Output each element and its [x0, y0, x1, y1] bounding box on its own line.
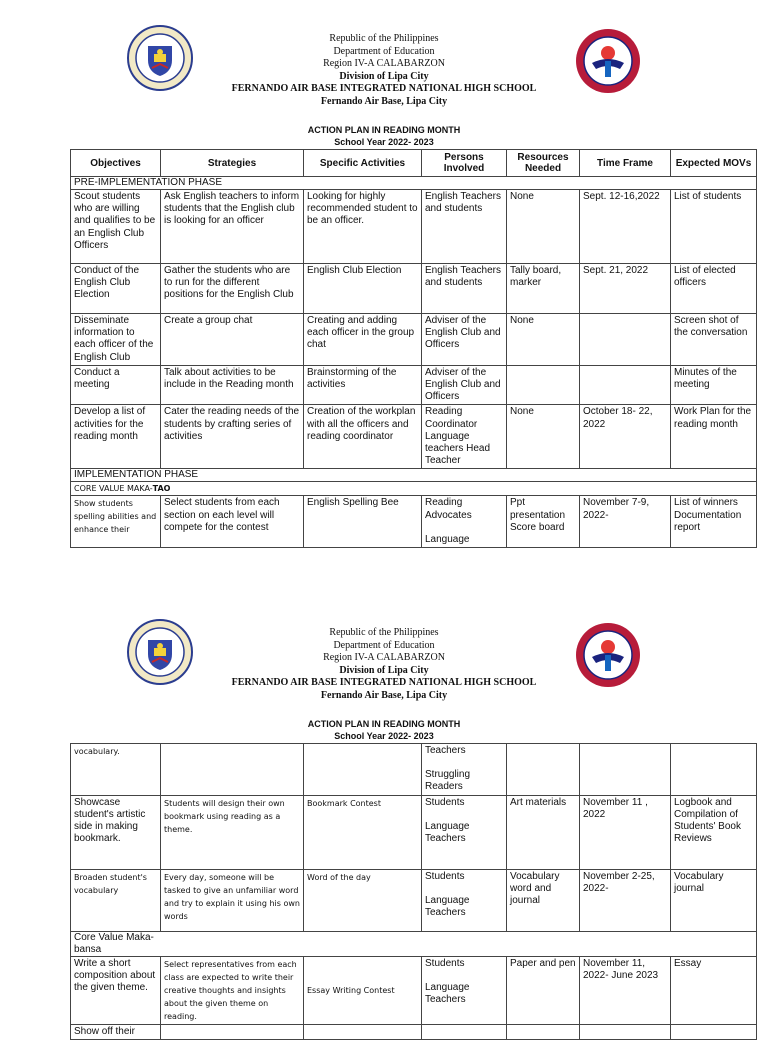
col-persons: Persons Involved	[422, 150, 507, 177]
cell-movs: Work Plan for the reading month	[671, 405, 757, 469]
core-value-maka-tao	[71, 482, 757, 496]
col-time-frame: Time Frame	[580, 150, 671, 177]
cell-resources: Paper and pen	[507, 957, 580, 1025]
cell-movs	[671, 1025, 757, 1040]
table-row	[71, 744, 757, 796]
cell-persons: Reading Coordinator Language teachers Head Teacher	[422, 405, 507, 469]
phase-implementation: IMPLEMENTATION PHASE	[71, 469, 757, 482]
cell-objective: Conduct a meeting	[71, 365, 161, 405]
cell-objective: Showcase student's artistic side in making bookmark.	[71, 795, 161, 869]
cell-time-frame: November 11 , 2022	[580, 795, 671, 869]
header-address: Fernando Air Base, Lipa City	[320, 689, 448, 701]
phase-row	[71, 177, 757, 190]
cell-movs: Vocabulary journal	[671, 869, 757, 931]
cell-resources: None	[507, 405, 580, 469]
cell-time-frame	[580, 1025, 671, 1040]
cell-activity: Looking for highly recommended student to be an officer.	[304, 190, 422, 264]
core-value-label: Core Value Maka-bansa	[74, 931, 154, 955]
page2-letterhead	[0, 627, 768, 702]
header-division: Division of Lipa City	[339, 664, 429, 676]
col-resources: Resources Needed	[507, 150, 580, 177]
persons-line: Language Teachers	[425, 894, 470, 919]
cell-time-frame: Sept. 21, 2022	[580, 264, 671, 314]
cell-objective: Develop a list of activities for the reading month	[71, 405, 161, 469]
cell-strategy: Select students from each section on each level will compete for the contest	[161, 496, 304, 548]
cell-strategy: Create a group chat	[161, 314, 304, 366]
header-republic: Republic of the Philippines	[329, 33, 439, 44]
cell-movs: Logbook and Compilation of Students' Book Reviews	[671, 795, 757, 869]
persons-line: Students	[425, 958, 465, 970]
cell-strategy: Select representatives from each class are expected to write their creative thoughts and insights about the given theme on reading.	[161, 957, 304, 1025]
page2-action-plan-table	[70, 743, 757, 1040]
cell-objective: Scout students who are willing and qualifies to be an English Club Officers	[71, 190, 161, 264]
cell-activity: Bookmark Contest	[304, 795, 422, 869]
cell-strategy: Cater the reading needs of the students by crafting series of activities	[161, 405, 304, 469]
cell-activity	[304, 744, 422, 796]
table-row	[71, 264, 757, 314]
cell-objective: Broaden student's vocabulary	[71, 869, 161, 931]
cell-resources: Tally board, marker	[507, 264, 580, 314]
cell-strategy: Ask English teachers to inform students that the English club is looking for an officer	[161, 190, 304, 264]
cell-resources	[507, 744, 580, 796]
cell-activity: Creating and adding each officer in the group chat	[304, 314, 422, 366]
cell-movs: List of winners Documentation report	[671, 496, 757, 548]
table-row	[71, 190, 757, 264]
header-address: Fernando Air Base, Lipa City	[320, 95, 448, 107]
persons-line: Language Teachers	[425, 820, 470, 845]
cell-activity	[304, 957, 422, 1025]
cell-resources: Ppt presentation Score board	[507, 496, 580, 548]
cell-persons	[422, 744, 507, 796]
col-movs: Expected MOVs	[671, 150, 757, 177]
cell-movs	[671, 744, 757, 796]
core-value-maka-bansa	[71, 931, 757, 956]
table-row	[71, 405, 757, 469]
cell-resources: None	[507, 190, 580, 264]
cell-persons	[422, 795, 507, 869]
cell-objective: vocabulary.	[71, 744, 161, 796]
cell-time-frame: November 2-25, 2022-	[580, 869, 671, 931]
cell-persons: Adviser of the English Club and Officers	[422, 314, 507, 366]
cell-resources	[507, 1025, 580, 1040]
cell-persons	[422, 957, 507, 1025]
cell-persons: English Teachers and students	[422, 264, 507, 314]
persons-line: Students	[425, 870, 465, 882]
col-strategies: Strategies	[161, 150, 304, 177]
cell-activity: Brainstorming of the activities	[304, 365, 422, 405]
persons-line: Language Teachers	[425, 982, 470, 1006]
table-row	[71, 365, 757, 405]
header-school: FERNANDO AIR BASE INTEGRATED NATIONAL HIGH SCHOOL	[231, 83, 537, 94]
cell-time-frame: Sept. 12-16,2022	[580, 190, 671, 264]
plan-title: ACTION PLAN IN READING MONTH	[307, 125, 461, 135]
cell-activity: English Spelling Bee	[304, 496, 422, 548]
cell-activity: Word of the day	[304, 869, 422, 931]
col-activities: Specific Activities	[304, 150, 422, 177]
header-school: FERNANDO AIR BASE INTEGRATED NATIONAL HIGH SCHOOL	[231, 677, 537, 688]
school-year: School Year 2022- 2023	[334, 731, 434, 741]
cell-persons: English Teachers and students	[422, 190, 507, 264]
persons-line: Teachers	[425, 745, 466, 756]
cell-objective: Show off their	[71, 1025, 161, 1040]
table-row	[71, 496, 757, 548]
table-row	[71, 869, 757, 931]
cell-resources: Vocabulary word and journal	[507, 869, 580, 931]
header-department: Department of Education	[333, 45, 435, 57]
cell-persons	[422, 1025, 507, 1040]
cell-persons	[422, 869, 507, 931]
cell-movs: List of elected officers	[671, 264, 757, 314]
cell-strategy: Gather the students who are to run for the different positions for the English Club	[161, 264, 304, 314]
core-value-row	[71, 482, 757, 496]
col-objectives: Objectives	[71, 150, 161, 177]
cell-time-frame	[580, 365, 671, 405]
cell-strategy: Talk about activities to be include in the Reading month	[161, 365, 304, 405]
phase-row	[71, 469, 757, 482]
core-value-prefix: CORE VALUE MAKA-	[74, 484, 153, 494]
persons-line: Students	[425, 796, 465, 808]
page2-plan-title	[0, 718, 768, 742]
header-region: Region IV-A CALABARZON	[323, 58, 445, 69]
cell-strategy: Students will design their own bookmark using reading as a theme.	[161, 795, 304, 869]
core-value-bold: TAO	[152, 484, 171, 494]
core-value-row	[71, 931, 757, 956]
cell-movs: Minutes of the meeting	[671, 365, 757, 405]
cell-time-frame: November 11, 2022- June 2023	[580, 957, 671, 1025]
header-republic: Republic of the Philippines	[329, 627, 439, 638]
page1-action-plan-table	[70, 149, 757, 548]
cell-persons: Adviser of the English Club and Officers	[422, 365, 507, 405]
phase-pre-implementation: PRE-IMPLEMENTATION PHASE	[71, 177, 757, 190]
cell-movs: Screen shot of the conversation	[671, 314, 757, 366]
school-year: School Year 2022- 2023	[334, 137, 434, 147]
table-row	[71, 314, 757, 366]
cell-time-frame: October 18- 22, 2022	[580, 405, 671, 469]
cell-objective: Disseminate information to each officer of the English Club	[71, 314, 161, 366]
cell-movs: List of students	[671, 190, 757, 264]
header-region: Region IV-A CALABARZON	[323, 652, 445, 663]
cell-strategy	[161, 744, 304, 796]
persons-line: Language	[425, 533, 470, 545]
cell-strategy	[161, 1025, 304, 1040]
activity-text: Essay Writing Contest	[307, 986, 395, 996]
cell-time-frame: November 7-9, 2022-	[580, 496, 671, 548]
cell-objective: Conduct of the English Club Election	[71, 264, 161, 314]
table-row	[71, 1025, 757, 1040]
cell-activity: English Club Election	[304, 264, 422, 314]
cell-resources: None	[507, 314, 580, 366]
table-row	[71, 795, 757, 869]
cell-activity	[304, 1025, 422, 1040]
page1-letterhead	[0, 33, 768, 108]
cell-activity: Creation of the workplan with all the officers and reading coordinator	[304, 405, 422, 469]
table-row	[71, 957, 757, 1025]
cell-objective: Write a short composition about the given theme.	[71, 957, 161, 1025]
cell-resources: Art materials	[507, 795, 580, 869]
cell-objective: Show students spelling abilities and enhance their	[71, 496, 161, 548]
cell-movs: Essay	[671, 957, 757, 1025]
persons-line: Reading Advocates	[425, 497, 472, 521]
cell-resources	[507, 365, 580, 405]
cell-strategy: Every day, someone will be tasked to give an unfamiliar word and try to explain it using his own words	[161, 869, 304, 931]
cell-time-frame	[580, 314, 671, 366]
cell-time-frame	[580, 744, 671, 796]
cell-persons	[422, 496, 507, 548]
header-division: Division of Lipa City	[339, 70, 429, 82]
persons-line: Struggling Readers	[425, 769, 471, 793]
plan-title: ACTION PLAN IN READING MONTH	[307, 719, 461, 729]
header-department: Department of Education	[333, 639, 435, 651]
page1-plan-title	[0, 124, 768, 148]
table-header-row	[71, 150, 757, 177]
